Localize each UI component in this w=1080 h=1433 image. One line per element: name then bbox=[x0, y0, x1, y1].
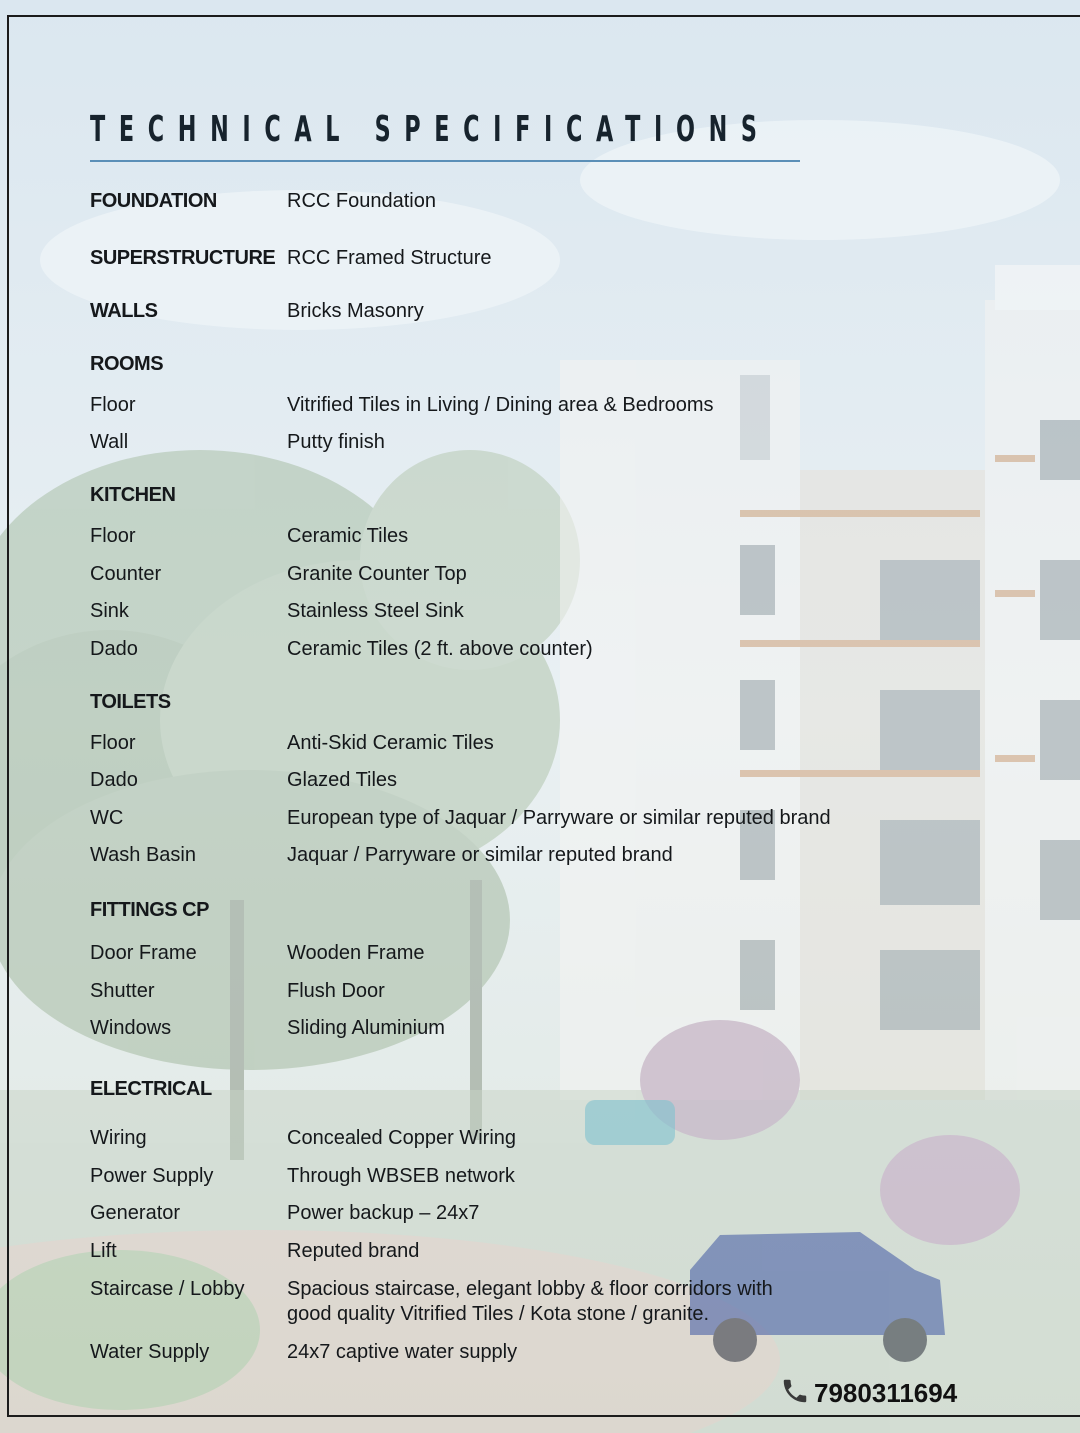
phone-number[interactable]: 7980311694 bbox=[814, 1378, 958, 1408]
spec-value: Flush Door bbox=[287, 980, 385, 1002]
spec-label: WALLS bbox=[90, 300, 158, 322]
spec-label: Counter bbox=[90, 563, 162, 585]
spec-label: FOUNDATION bbox=[90, 190, 217, 212]
spec-value: RCC Framed Structure bbox=[287, 247, 492, 269]
spec-value: Glazed Tiles bbox=[287, 769, 398, 791]
spec-value: Concealed Copper Wiring bbox=[287, 1127, 517, 1149]
phone-icon bbox=[780, 1376, 810, 1406]
title-underline bbox=[90, 160, 800, 162]
spec-label: Generator bbox=[90, 1202, 181, 1224]
spec-label: Wash Basin bbox=[90, 844, 196, 866]
spec-label: WC bbox=[90, 807, 124, 829]
spec-value: Anti-Skid Ceramic Tiles bbox=[287, 732, 494, 754]
spec-value: Vitrified Tiles in Living / Dining area & Bedrooms bbox=[287, 394, 714, 416]
section-heading-electrical: ELECTRICAL bbox=[90, 1078, 212, 1100]
spec-value: Spacious staircase, elegant lobby & floor corridors with bbox=[287, 1278, 773, 1300]
section-heading-rooms: ROOMS bbox=[90, 353, 164, 375]
section-heading-kitchen: KITCHEN bbox=[90, 484, 176, 506]
spec-value: European type of Jaquar / Parryware or similar reputed brand bbox=[287, 807, 831, 829]
spec-label: Water Supply bbox=[90, 1341, 210, 1363]
spec-value: Putty finish bbox=[287, 431, 385, 453]
spec-label: Floor bbox=[90, 525, 136, 547]
spec-label: Windows bbox=[90, 1017, 172, 1039]
section-heading-toilets: TOILETS bbox=[90, 691, 171, 713]
contact-phone[interactable] bbox=[780, 1376, 957, 1409]
spec-value: Sliding Aluminium bbox=[287, 1017, 445, 1039]
spec-label: Wall bbox=[90, 431, 129, 453]
spec-value: Wooden Frame bbox=[287, 942, 425, 964]
section-heading-fittings: FITTINGS CP bbox=[90, 899, 209, 921]
spec-label: Dado bbox=[90, 638, 138, 660]
spec-value: Bricks Masonry bbox=[287, 300, 424, 322]
spec-label: Staircase / Lobby bbox=[90, 1278, 245, 1300]
spec-value: Ceramic Tiles bbox=[287, 525, 409, 547]
spec-label: Wiring bbox=[90, 1127, 147, 1149]
title-block bbox=[90, 108, 800, 152]
spec-value: Power backup – 24x7 bbox=[287, 1202, 480, 1224]
spec-value: good quality Vitrified Tiles / Kota stone / granite. bbox=[287, 1303, 710, 1325]
spec-label: SUPERSTRUCTURE bbox=[90, 247, 276, 269]
spec-label: Floor bbox=[90, 394, 136, 416]
spec-label: Floor bbox=[90, 732, 136, 754]
spec-value: Through WBSEB network bbox=[287, 1165, 515, 1187]
spec-value: 24x7 captive water supply bbox=[287, 1341, 518, 1363]
spec-value: Stainless Steel Sink bbox=[287, 600, 464, 622]
spec-label: Lift bbox=[90, 1240, 117, 1262]
spec-value: RCC Foundation bbox=[287, 190, 436, 212]
spec-label: Door Frame bbox=[90, 942, 197, 964]
page-title: TECHNICAL SPECIFICATIONS bbox=[90, 109, 771, 150]
spec-label: Shutter bbox=[90, 980, 155, 1002]
spec-value: Jaquar / Parryware or similar reputed brand bbox=[287, 844, 673, 866]
spec-value: Reputed brand bbox=[287, 1240, 420, 1262]
spec-label: Dado bbox=[90, 769, 138, 791]
spec-label: Power Supply bbox=[90, 1165, 214, 1187]
spec-value: Granite Counter Top bbox=[287, 563, 467, 585]
spec-label: Sink bbox=[90, 600, 129, 622]
spec-value: Ceramic Tiles (2 ft. above counter) bbox=[287, 638, 593, 660]
